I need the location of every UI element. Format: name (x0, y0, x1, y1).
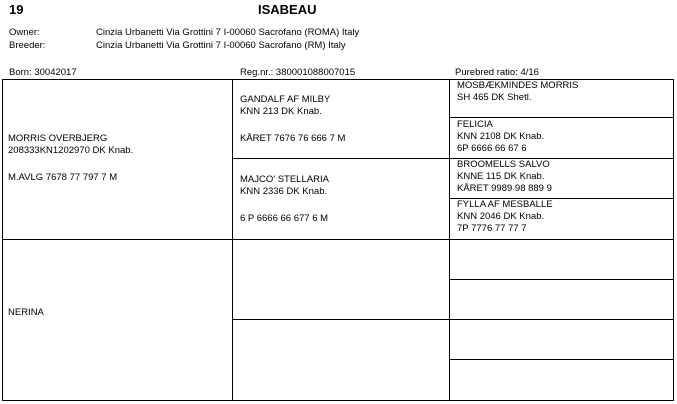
ss-dam-reg: KNN 2108 DK Knab. (457, 131, 545, 142)
purebred-ratio: Purebred ratio: 4/16 (455, 67, 539, 78)
breeder-label: Breeder: (9, 40, 46, 51)
owner-label: Owner: (9, 27, 40, 38)
sd-dam-score: 7P 7776 77 77 7 (457, 223, 527, 234)
sd-dam-reg: KNN 2046 DK Knab. (457, 211, 545, 222)
sire-dam-score: 6 P 6666 66 677 6 M (240, 213, 329, 224)
breeder-value: Cinzia Urbanetti Via Grottini 7 I-00060 Sacrofano (RM) Italy (96, 40, 346, 51)
ss-sire-name: MOSBÆKMINDES MORRIS (457, 80, 579, 91)
born-date: Born: 30042017 (9, 67, 77, 78)
sire-sire-score: KÅRET 7676 76 666 7 M (240, 133, 346, 144)
sd-sire-score: KÅRET 9989 98 889 9 (457, 183, 552, 194)
sire-sire-reg: KNN 213 DK Knab. (240, 106, 322, 117)
sd-sire-reg: KNNE 115 DK Knab. (457, 171, 545, 182)
ss-dam-score: 6P 6666 66 67 6 (457, 143, 527, 154)
ss-sire-reg: SH 465 DK Shetl. (457, 92, 532, 103)
sd-sire-name: BROOMELLS SALVO (457, 159, 550, 170)
sire-score: M.AVLG 7678 77 797 7 M (8, 172, 118, 183)
sire-name: MORRIS OVERBJERG (8, 133, 108, 144)
registration-number: Reg.nr.: 380001088007015 (240, 67, 356, 78)
horse-name: ISABEAU (258, 2, 317, 17)
ss-dam-name: FELICIA (457, 119, 493, 130)
sire-dam-name: MAJCO' STELLARIA (240, 174, 329, 185)
sire-reg: 208333KN1202970 DK Knab. (8, 145, 134, 156)
sire-sire-name: GANDALF AF MILBY (240, 94, 331, 105)
dam-name: NERINA (8, 307, 44, 318)
owner-value: Cinzia Urbanetti Via Grottini 7 I-00060 Sacrofano (ROMA) Italy (96, 27, 360, 38)
sire-dam-reg: KNN 2336 DK Knab. (240, 186, 328, 197)
horse-number: 19 (9, 2, 24, 17)
sd-dam-name: FYLLA AF MESBALLE (457, 199, 553, 210)
